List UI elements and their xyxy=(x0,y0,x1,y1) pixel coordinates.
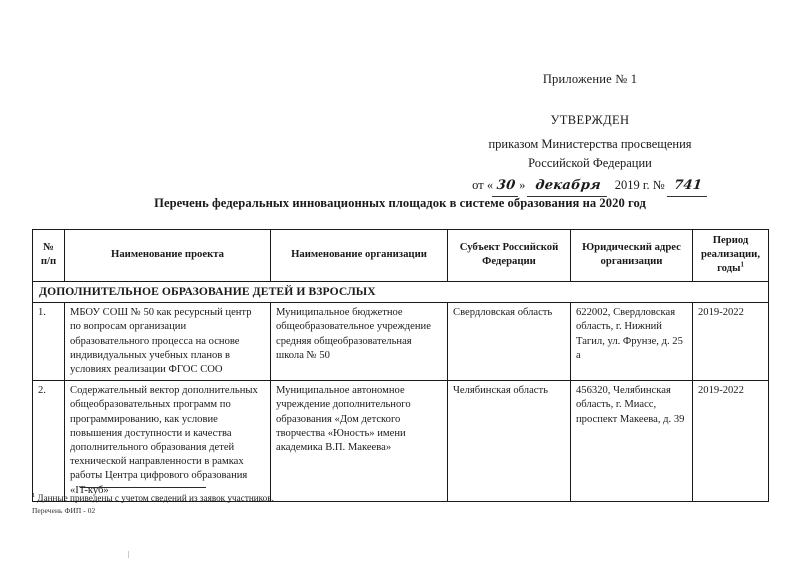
order-year-label: 2019 г. № xyxy=(614,177,665,192)
cell-project: МБОУ СОШ № 50 как ресурсный центр по вопросам организации образовательного процесса на основе индивидуальных учебных планов в условиях реализации ФГОС СОО xyxy=(65,303,271,381)
column-header-subject-line1: Субъект Российской xyxy=(459,240,559,253)
order-number-handwritten: 741 xyxy=(667,176,709,197)
column-header-period-line2: реализации, xyxy=(700,247,761,260)
document-code: Перечень ФИП - 02 xyxy=(32,506,96,516)
cell-subject: Свердловская область xyxy=(448,303,571,381)
footnote-block xyxy=(32,487,632,515)
approved-label: УТВЕРЖДЕН xyxy=(550,113,630,128)
column-header-number xyxy=(33,230,65,282)
approved-federation-line: Российской Федерации xyxy=(528,156,652,171)
column-header-subject xyxy=(448,230,571,282)
period-footnote-marker: 1 xyxy=(740,260,744,269)
column-header-number-line1: № xyxy=(43,240,54,253)
page-title: Перечень федеральных инновационных площадок в системе образования на 2020 год xyxy=(154,196,646,210)
order-month-handwritten: декабря xyxy=(527,176,609,197)
column-header-address-line1: Юридический адрес xyxy=(582,240,681,253)
fip-table xyxy=(32,229,769,502)
footnote-text: Данные приведены с учетом сведений из заявок участников. xyxy=(37,493,274,503)
order-quote-close: » xyxy=(519,177,526,192)
cell-organization: Муниципальное автономное учреждение дополнительного образования «Дом детского творчества «Юность» имени академика В.П. Макеева» xyxy=(271,381,448,502)
cell-number: 1. xyxy=(33,303,65,381)
scan-artifact xyxy=(128,551,129,558)
column-header-period-line3: годы xyxy=(717,261,741,274)
column-header-period xyxy=(693,230,769,282)
cell-period: 2019-2022 xyxy=(693,303,769,381)
table-header-row xyxy=(33,230,769,282)
approved-by-order-line: приказом Министерства просвещения xyxy=(488,136,692,151)
footnote-line xyxy=(32,492,632,504)
column-header-period-line1: Период xyxy=(712,234,749,246)
cell-period: 2019-2022 xyxy=(693,381,769,502)
cell-project: Содержательный вектор дополнительных общеобразовательных программ по программированию, как условие повышения доступности и качества дополнительного образования детей технической направленности в рамках работы Центра цифрового образования «IT-куб» xyxy=(65,381,271,502)
cell-number: 2. xyxy=(33,381,65,502)
cell-subject: Челябинская область xyxy=(448,381,571,502)
column-header-number-line2: п/п xyxy=(40,254,57,267)
column-header-address xyxy=(571,230,693,282)
order-date-prefix: от « xyxy=(472,177,494,192)
section-header-row xyxy=(33,281,769,303)
table-row xyxy=(33,303,769,381)
column-header-organization: Наименование организации xyxy=(271,230,448,282)
approval-block xyxy=(400,70,780,197)
table-body xyxy=(33,281,769,501)
fip-table-container xyxy=(32,229,768,502)
column-header-address-line2: организации xyxy=(600,254,663,267)
cell-address: 622002, Свердловская область, г. Нижний Тагил, ул. Фрунзе, д. 25 а xyxy=(571,303,693,381)
footnote-separator xyxy=(80,487,206,488)
cell-organization: Муниципальное бюджетное общеобразовательное учреждение средняя общеобразовательная школа № 50 xyxy=(271,303,448,381)
table-header xyxy=(33,230,769,282)
cell-address: 456320, Челябинская область, г. Миасс, проспект Макеева, д. 39 xyxy=(571,381,693,502)
column-header-project: Наименование проекта xyxy=(65,230,271,282)
appendix-label: Приложение № 1 xyxy=(542,72,638,86)
table-row xyxy=(33,381,769,502)
column-header-subject-line2: Федерации xyxy=(482,254,536,267)
order-date-line xyxy=(400,176,780,197)
footnote-marker: 1 xyxy=(32,491,36,499)
order-day-handwritten: 30 xyxy=(492,176,520,197)
section-header-label: ДОПОЛНИТЕЛЬНОЕ ОБРАЗОВАНИЕ ДЕТЕЙ И ВЗРОСЛЫХ xyxy=(33,281,769,303)
